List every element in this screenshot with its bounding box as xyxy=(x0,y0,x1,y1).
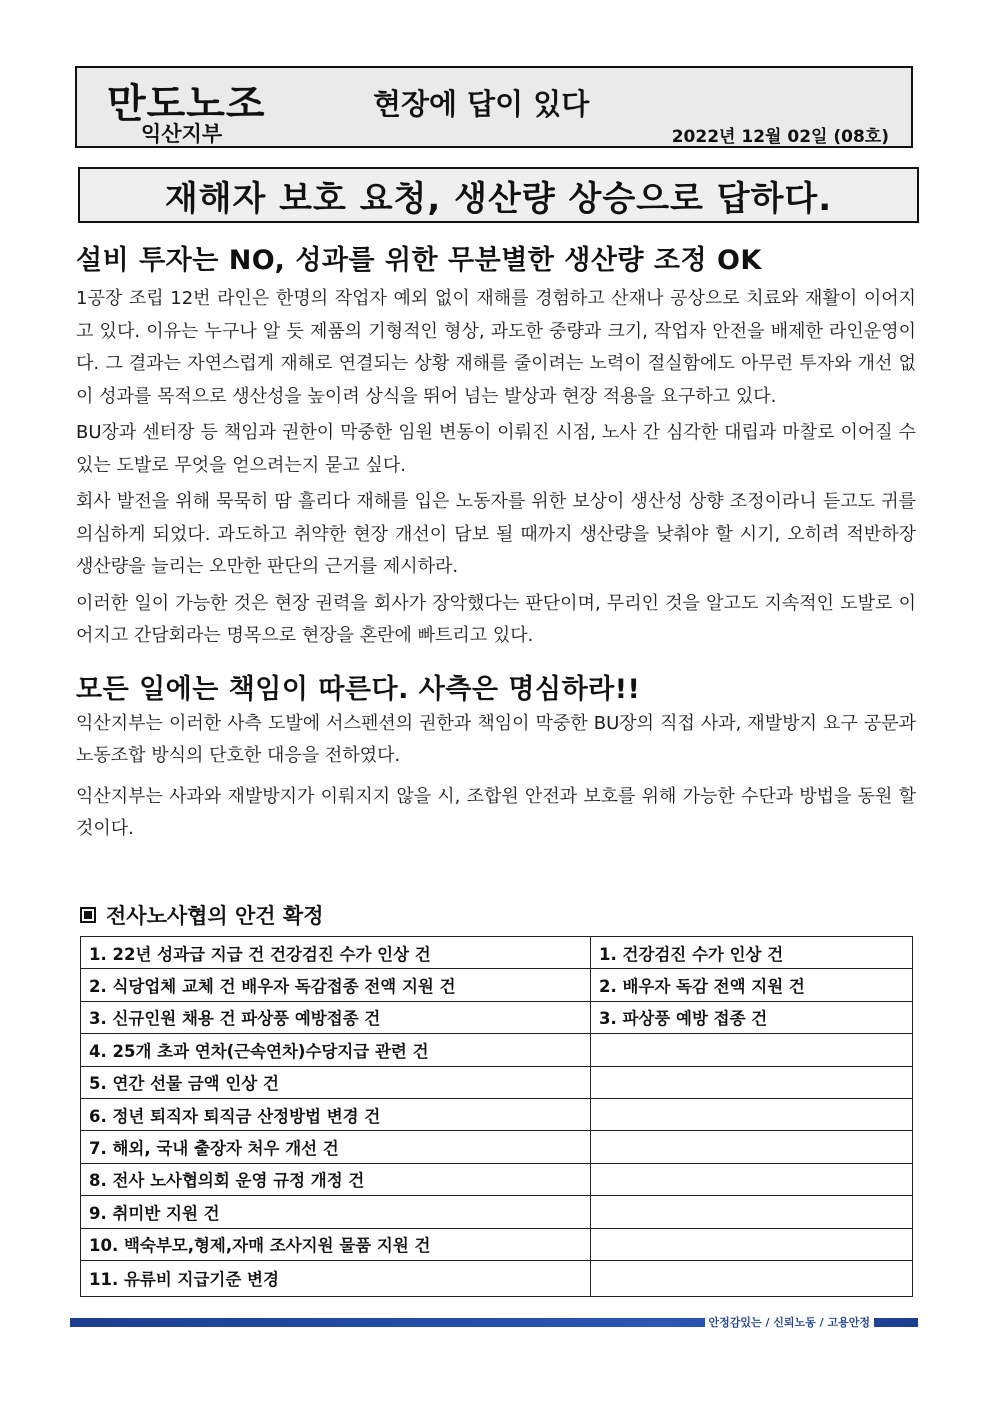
table-row xyxy=(81,1260,913,1296)
agenda-item-confirmed xyxy=(591,1196,913,1228)
section1-paragraph-2: BU장과 센터장 등 책임과 권한이 막중한 임원 변동이 이뤄진 시점, 노사 간 심각한 대립과 마찰로 이어질 수 있는 도발로 무엇을 얻으려는지 묻고 싶다. xyxy=(76,422,916,476)
agenda-item-confirmed xyxy=(591,1131,913,1163)
square-bullet-icon xyxy=(80,907,96,923)
table-row xyxy=(81,969,913,1001)
section1-heading: 설비 투자는 NO, 성과를 위한 무분별한 생산량 조정 OK xyxy=(76,245,762,276)
table-row xyxy=(81,1163,913,1195)
table-row xyxy=(81,1001,913,1033)
agenda-item-confirmed xyxy=(591,1098,913,1130)
section2-paragraph-2: 익산지부는 사과와 재발방지가 이뤄지지 않을 시, 조합원 안전과 보호를 위해 가능한 수단과 방법을 동원 할 것이다. xyxy=(76,785,916,839)
agenda-item: 7. 해외, 국내 출장자 처우 개선 건 xyxy=(81,1131,591,1163)
union-name: 만도노조 xyxy=(107,81,266,127)
agenda-item-confirmed xyxy=(591,1163,913,1195)
section1-paragraph-3: 회사 발전을 위해 묵묵히 땀 흘리다 재해를 입은 노동자를 위한 보상이 생산성 상향 조정이라니 듣고도 귀를 의심하게 되었다. 과도하고 취약한 현장 개선이 담보 될 때까지 생산량을 낮춰야 할 시기, 오히려 적반하장 생산량을 늘리는 오만한 판단의 근거를 제시하라. xyxy=(76,491,916,577)
agenda-item-confirmed xyxy=(591,1228,913,1260)
agenda-item-confirmed xyxy=(591,1066,913,1098)
agenda-title-text: 전사노사협의 안건 확정 xyxy=(106,904,324,928)
table-row xyxy=(81,1098,913,1130)
section1-paragraph-4: 이러한 일이 가능한 것은 현장 권력을 회사가 장악했다는 판단이며, 무리인 것을 알고도 지속적인 도발로 이어지고 간담회라는 명목으로 현장을 혼란에 빠트리고 있다. xyxy=(76,592,916,646)
agenda-item: 2. 식당업체 교체 건 배우자 독감접종 전액 지원 건 xyxy=(81,969,591,1001)
agenda-item-confirmed: 1. 건강검진 수가 인상 건 xyxy=(591,937,913,969)
agenda-item: 6. 정년 퇴직자 퇴직금 산정방법 변경 건 xyxy=(81,1098,591,1130)
headline-box xyxy=(78,167,919,223)
table-row xyxy=(81,1034,913,1066)
table-row xyxy=(81,1131,913,1163)
agenda-item: 5. 연간 선물 금액 인상 건 xyxy=(81,1066,591,1098)
branch-name: 익산지부 xyxy=(141,122,223,146)
agenda-item-confirmed xyxy=(591,1034,913,1066)
table-row xyxy=(81,1066,913,1098)
newsletter-slogan: 현장에 답이 있다 xyxy=(373,87,590,121)
agenda-item: 3. 신규인원 채용 건 파상풍 예방접종 건 xyxy=(81,1001,591,1033)
agenda-item-confirmed: 3. 파상풍 예방 접종 건 xyxy=(591,1001,913,1033)
agenda-title xyxy=(80,900,323,930)
table-row xyxy=(81,937,913,969)
table-row xyxy=(81,1196,913,1228)
article-body xyxy=(76,238,916,850)
table-row xyxy=(81,1228,913,1260)
agenda-item: 9. 취미반 지원 건 xyxy=(81,1196,591,1228)
section2-heading: 모든 일에는 책임이 따른다. 사측은 명심하라!! xyxy=(76,673,641,705)
agenda-item: 4. 25개 초과 연차(근속연차)수당지급 관련 건 xyxy=(81,1034,591,1066)
agenda-item: 10. 백숙부모,형제,자매 조사지원 물품 지원 건 xyxy=(81,1228,591,1260)
agenda-item-confirmed xyxy=(591,1260,913,1296)
agenda-table xyxy=(80,936,913,1297)
headline: 재해자 보호 요청, 생산량 상승으로 답하다. xyxy=(164,178,833,219)
section2-paragraph-1: 익산지부는 이러한 사측 도발에 서스펜션의 권한과 책임이 막중한 BU장의 직접 사과, 재발방지 요구 공문과 노동조합 방식의 단호한 대응을 전하였다. xyxy=(76,712,916,766)
agenda-item: 8. 전사 노사협의회 운영 규정 개정 건 xyxy=(81,1163,591,1195)
agenda-item-confirmed: 2. 배우자 독감 전액 지원 건 xyxy=(591,969,913,1001)
section1-paragraph-1: 1공장 조립 12번 라인은 한명의 작업자 예외 없이 재해를 경험하고 산재나 공상으로 치료와 재활이 이어지고 있다. 이유는 누구나 알 듯 제품의 기형적인 형상, 과도한 중량과 크기, 작업자 안전을 배제한 라인운영이다. 그 결과는 자연스럽게 재해로 연결되는 상황 재해를 줄이려는 노력이 절실함에도 아무런 투자와 개선 없이 성과를 목적으로 생산성을 높이려 상식을 뛰어 넘는 발상과 현장 적용을 요구하고 있다. xyxy=(76,288,916,407)
agenda-item: 11. 유류비 지급기준 변경 xyxy=(81,1260,591,1296)
agenda-item: 1. 22년 성과급 지급 건 건강검진 수가 인상 건 xyxy=(81,937,591,969)
issue-date: 2022년 12월 02일 (08호) xyxy=(671,127,889,147)
footer-tag: 안정감있는 / 신뢰노동 / 고용안정 xyxy=(705,1314,875,1331)
newsletter-header xyxy=(75,66,913,148)
